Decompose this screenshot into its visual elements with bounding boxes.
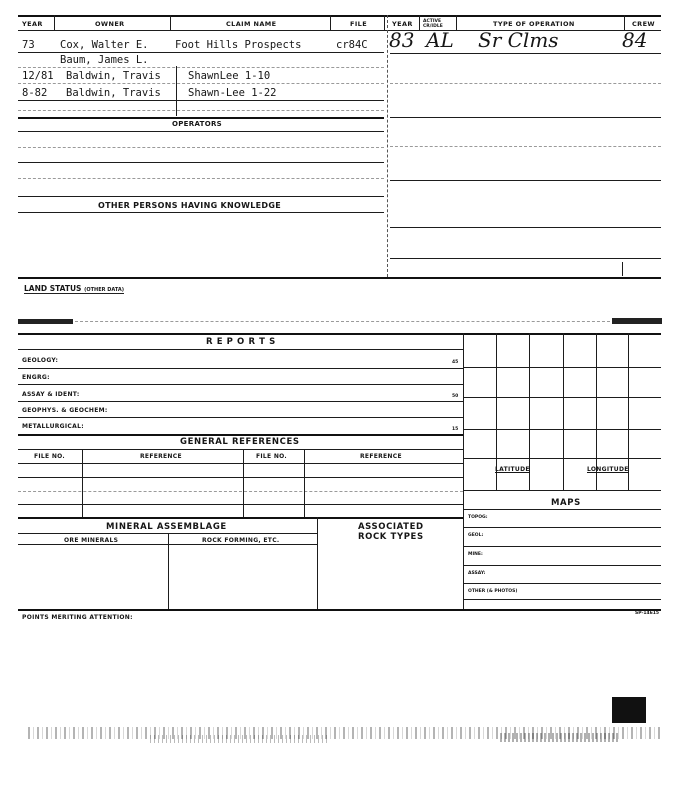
record-1-underline xyxy=(18,52,384,53)
sep-claim-file xyxy=(330,15,331,30)
reports-num-geology: 45 xyxy=(452,360,459,365)
land-status-line xyxy=(75,321,610,322)
form-bottom-rule xyxy=(18,609,661,611)
land-status-title: LAND STATUS xyxy=(24,284,82,293)
maps-line-1 xyxy=(463,527,661,528)
operators-line-2 xyxy=(18,147,384,148)
reports-row-metallurgical: METALLURGICAL: xyxy=(22,423,84,430)
right-line-3 xyxy=(390,117,661,118)
associated-heading: ASSOCIATED xyxy=(358,522,424,532)
scan-noise-strip-3 xyxy=(500,733,620,742)
col-year-header: YEAR xyxy=(22,20,43,28)
maps-row-geol: GEOL: xyxy=(468,533,484,538)
sep-active-op xyxy=(456,15,457,30)
reports-heading: R E P O R T S xyxy=(206,337,276,347)
header-underline xyxy=(18,30,661,31)
handwritten-active: AL xyxy=(426,28,454,52)
record-2-owner: Baum, James L. xyxy=(60,54,149,66)
operators-line-1 xyxy=(18,131,384,132)
record-4-claim: Shawn-Lee 1-22 xyxy=(188,87,277,99)
refs-file-no-2: FILE NO. xyxy=(256,453,288,460)
points-meriting-attention: POINTS MERITING ATTENTION: xyxy=(22,614,133,621)
record-1-file: cr84C xyxy=(336,39,368,51)
reports-heading-underline xyxy=(18,349,463,350)
operators-line-3 xyxy=(18,162,384,163)
refs-file-no-1: FILE NO. xyxy=(34,453,66,460)
refs-line-2 xyxy=(18,491,463,492)
record-3-year: 12/81 xyxy=(22,70,54,82)
record-3-owner: Baldwin, Travis xyxy=(66,70,161,82)
form-number: SP-14615 xyxy=(635,611,659,616)
rock-forming-header: ROCK FORMING, ETC. xyxy=(202,537,280,544)
record-4-owner: Baldwin, Travis xyxy=(66,87,161,99)
longitude-label: LONGITUDE xyxy=(587,466,629,473)
maps-line-4 xyxy=(463,583,661,584)
grid-row-3 xyxy=(463,429,661,430)
record-4-underline xyxy=(18,100,384,101)
record-2-underline xyxy=(18,67,384,68)
record-4-year: 8-82 xyxy=(22,87,48,99)
grid-col-3 xyxy=(563,333,564,490)
grid-row-4 xyxy=(463,458,661,459)
maps-row-other: OTHER (& PHOTOS) xyxy=(468,589,518,594)
col-claim-header: CLAIM NAME xyxy=(226,20,277,28)
right-line-2 xyxy=(390,83,661,84)
reports-line-3 xyxy=(18,401,463,402)
col-active-header: ACTIVE CR/IDLE xyxy=(423,19,443,29)
reports-line-2 xyxy=(18,384,463,385)
record-3-underline xyxy=(18,83,384,84)
reports-row-engrg: ENGRG: xyxy=(22,374,50,381)
record-3-claim: ShawnLee 1-10 xyxy=(188,70,271,82)
maps-row-mine: MINE: xyxy=(468,552,483,557)
scan-dark-block xyxy=(612,697,646,723)
col-operation-header: TYPE OF OPERATION xyxy=(493,20,575,28)
refs-sep-1 xyxy=(82,449,83,517)
maps-heading-underline xyxy=(463,509,661,510)
right-line-1 xyxy=(390,53,661,54)
record-owner-claim-divider xyxy=(176,66,177,116)
mineral-sep xyxy=(168,533,169,609)
reports-top-rule xyxy=(18,333,661,335)
scan-noise-strip-2 xyxy=(150,735,330,743)
reports-line-1 xyxy=(18,368,463,369)
reports-num-assay: 50 xyxy=(452,394,459,399)
record-1-owner: Cox, Walter E. xyxy=(60,39,149,51)
assoc-left-border xyxy=(317,517,318,609)
rock-types-heading: ROCK TYPES xyxy=(358,532,424,542)
mineral-assemblage-heading: MINERAL ASSEMBLAGE xyxy=(106,522,227,532)
reports-row-assay: ASSAY & IDENT: xyxy=(22,391,80,398)
sep-left-panel xyxy=(387,15,388,277)
sep-file-right xyxy=(384,15,385,30)
operators-top-rule xyxy=(18,117,384,119)
handwritten-crew: 84 xyxy=(622,28,648,52)
grid-row-1 xyxy=(463,367,661,368)
top-section-bottom-rule xyxy=(18,277,661,279)
reports-row-geology: GEOLOGY: xyxy=(22,357,59,364)
record-1-year: 73 xyxy=(22,39,35,51)
operators-line-5 xyxy=(18,196,384,197)
refs-bottom-rule xyxy=(18,517,463,519)
refs-reference-2: REFERENCE xyxy=(360,453,402,460)
latitude-label: LATITUDE xyxy=(495,466,530,473)
record-1-claim: Foot Hills Prospects xyxy=(175,39,302,51)
land-status-label xyxy=(24,284,124,294)
reports-line-4 xyxy=(18,417,463,418)
general-refs-underline xyxy=(18,449,463,450)
col-owner-header: OWNER xyxy=(95,20,125,28)
other-persons-heading: OTHER PERSONS HAVING KNOWLEDGE xyxy=(98,201,281,210)
handwritten-operation: Sr Clms xyxy=(478,28,559,52)
ore-minerals-header: ORE MINERALS xyxy=(64,537,119,544)
refs-header-underline xyxy=(18,463,463,464)
general-references-heading: GENERAL REFERENCES xyxy=(180,437,300,447)
land-status-bar-right xyxy=(612,318,662,324)
coords-underline xyxy=(463,490,661,491)
maps-row-topog: TOPOG: xyxy=(468,515,488,520)
grid-row-2 xyxy=(463,397,661,398)
reports-right-border xyxy=(463,333,464,609)
right-line-6 xyxy=(390,227,661,228)
handwritten-year: 83 xyxy=(389,28,415,52)
sep-owner-claim xyxy=(170,15,171,30)
right-line-7 xyxy=(390,258,661,259)
reports-row-geophys: GEOPHYS. & GEOCHEM: xyxy=(22,407,108,414)
refs-sep-3 xyxy=(304,449,305,517)
right-line-5 xyxy=(390,180,661,181)
land-status-sub: (OTHER DATA) xyxy=(84,287,125,293)
right-line-4 xyxy=(390,146,661,147)
top-rule xyxy=(18,15,661,17)
reports-line-5 xyxy=(18,434,463,436)
reports-num-metallurgical: 15 xyxy=(452,427,459,432)
refs-sep-2 xyxy=(243,449,244,517)
other-persons-underline xyxy=(18,212,384,213)
maps-line-3 xyxy=(463,565,661,566)
col-crew-header: CREW xyxy=(632,20,655,28)
maps-row-assay: ASSAY: xyxy=(468,571,486,576)
refs-reference-1: REFERENCE xyxy=(140,453,182,460)
refs-line-1 xyxy=(18,477,463,478)
col-year2-header: YEAR xyxy=(392,20,413,28)
maps-heading: MAPS xyxy=(551,498,581,508)
col-file-header: FILE xyxy=(350,20,368,28)
sep-year-owner xyxy=(54,15,55,30)
land-status-bar-left xyxy=(18,319,73,324)
record-5-underline xyxy=(18,110,384,111)
maps-line-2 xyxy=(463,546,661,547)
refs-line-3 xyxy=(18,504,463,505)
operators-heading: OPERATORS xyxy=(172,120,222,128)
right-crew-tick xyxy=(622,262,623,276)
maps-line-5 xyxy=(463,599,661,600)
sep-year2-active xyxy=(419,15,420,30)
operators-line-4 xyxy=(18,178,384,179)
